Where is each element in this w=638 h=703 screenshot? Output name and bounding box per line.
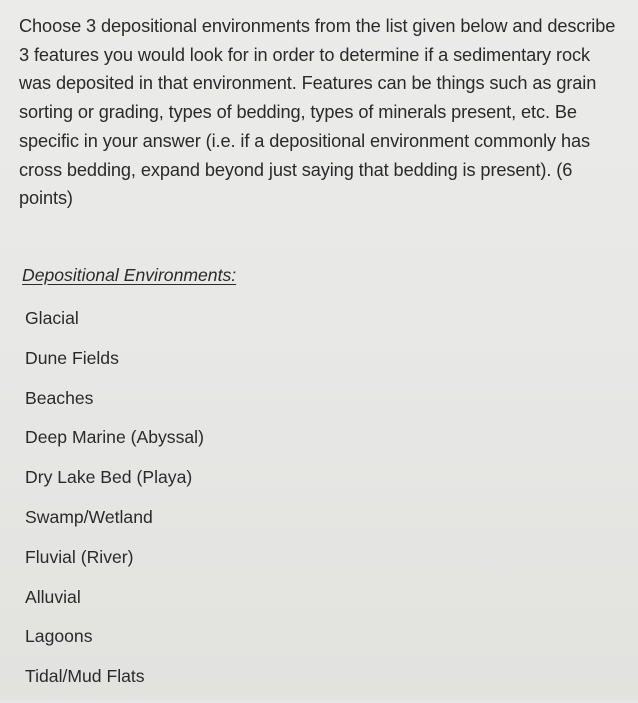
list-item: Tidal/Mud Flats bbox=[25, 666, 145, 687]
list-item: Swamp/Wetland bbox=[25, 506, 153, 527]
list-item: Deep Marine (Abyssal) bbox=[25, 427, 204, 448]
list-item: Lagoons bbox=[25, 626, 93, 647]
list-item: Glacial bbox=[25, 308, 79, 328]
list-item: Dry Lake Bed (Playa) bbox=[25, 467, 193, 488]
list-item: Fluvial (River) bbox=[25, 546, 134, 567]
environments-heading: Depositional Environments: bbox=[22, 265, 237, 285]
list-item: Alluvial bbox=[25, 586, 81, 607]
list-item: Dune Fields bbox=[25, 347, 119, 368]
question-text: Choose 3 depositional environments from the list given below and describe 3 features you would look for in order to determine if a sedimentary rock was deposited in that environment. Features can be things such as grain sorting or grading, types of bedding, types of minerals present, etc. Be specific in your answer (i.e. if a depositional environment commonly has cross bedding, expand beyond just saying that bedding is present). (6 points) bbox=[19, 16, 616, 209]
list-item: Beaches bbox=[25, 387, 94, 408]
environments-list bbox=[25, 305, 204, 703]
